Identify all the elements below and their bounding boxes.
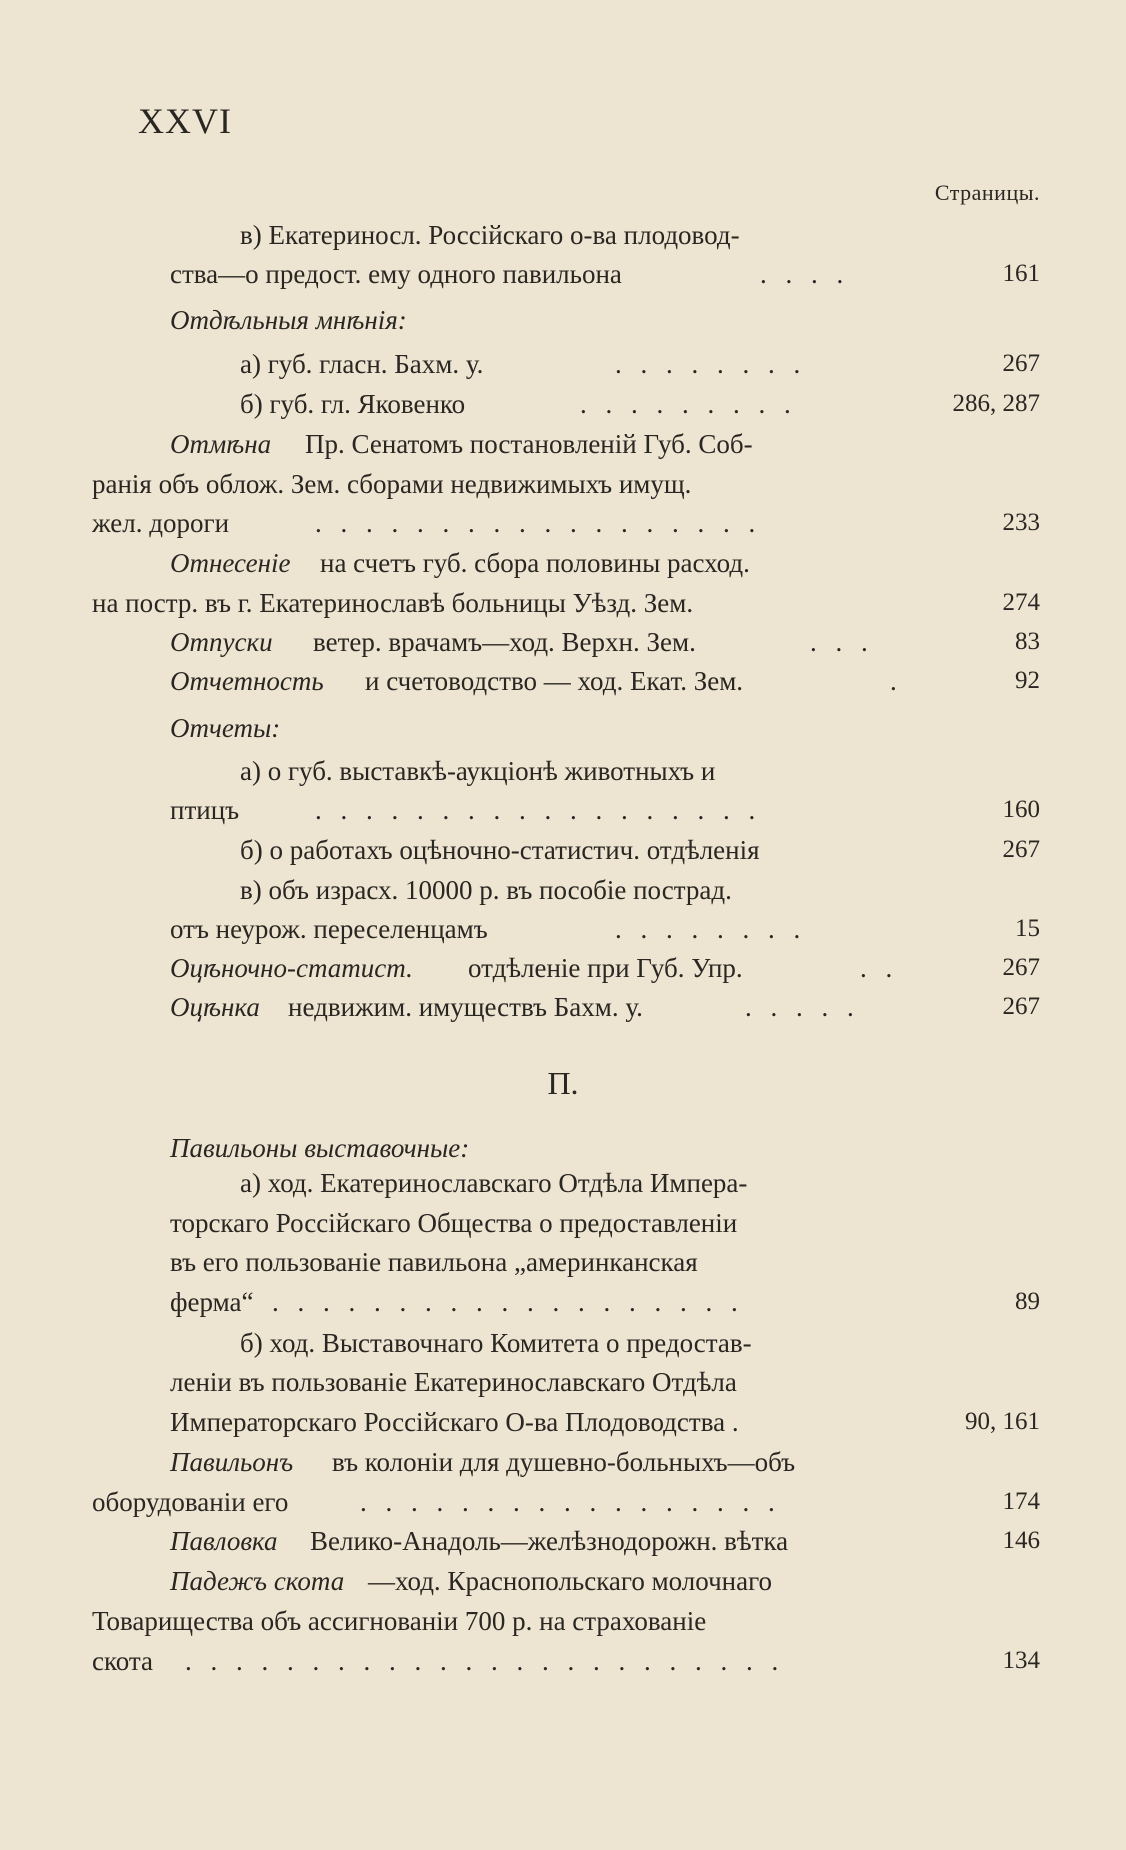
entry-line: въ его пользованіе павильона „америнканская	[170, 1247, 698, 1277]
leader-dots: . . . . . . . . . . . . . . . . . . . . . . . .	[185, 1646, 785, 1676]
entry-line: а) губ. гласн. Бахм. у.	[240, 349, 484, 379]
entry-line: б) ход. Выставочнаго Комитета о предостав-	[240, 1328, 752, 1358]
page-ref: 233	[1002, 509, 1040, 536]
entry-line: отдѣленіе при Губ. Упр.	[468, 953, 743, 983]
entry-line: недвижим. имуществъ Бахм. у.	[288, 992, 643, 1022]
entry-line: ранія объ облож. Зем. сборами недвижимыхъ имущ.	[92, 469, 692, 499]
leader-dots: . . . .	[760, 259, 850, 289]
entry-line: леніи въ пользованіе Екатеринославскаго Отдѣла	[170, 1367, 737, 1397]
entry-line: Пр. Сенатомъ постановленій Губ. Соб-	[305, 429, 753, 459]
leader-dots: . . . . . . . . . . . . . . . . . . .	[272, 1287, 744, 1317]
entry-line: а) о губ. выставкѣ-аукціонѣ животныхъ и	[240, 756, 716, 786]
entry-line: б) губ. гл. Яковенко	[240, 389, 466, 419]
entry-line: в) Екатериносл. Россійскаго о-ва плодовод-	[240, 220, 740, 250]
leader-dots: . .	[860, 953, 899, 983]
page-ref: 83	[1015, 628, 1040, 655]
page-ref: 267	[1002, 954, 1040, 981]
entry-keyword: Отнесеніе	[170, 548, 291, 578]
page-number: XXVI	[138, 101, 232, 141]
entry-keyword: Оцѣнка	[170, 992, 260, 1022]
page-ref: 267	[1002, 993, 1040, 1020]
entry-line: —ход. Краснопольскаго молочнаго	[368, 1566, 772, 1596]
entry-keyword: Отпуски	[170, 627, 273, 657]
page-ref: 146	[1002, 1527, 1040, 1554]
entry-line: ферма“	[170, 1287, 254, 1317]
entry-line: и счетоводство — ход. Екат. Зем.	[365, 666, 744, 696]
section-heading: Отдѣльныя мнѣнія:	[170, 305, 407, 335]
leader-dots: . . . . . . . . .	[580, 389, 797, 419]
entry-line: в) объ израсх. 10000 р. въ пособіе пострад.	[240, 875, 732, 905]
entry-line: птицъ	[170, 795, 240, 825]
page-ref: 89	[1015, 1288, 1040, 1315]
page-ref: 267	[1002, 836, 1040, 863]
entry-line: Императорскаго Россійскаго О-ва Плодоводства .	[170, 1407, 739, 1437]
entry-keyword: Оцѣночно-статист.	[170, 953, 413, 983]
entry-line: на постр. въ г. Екатеринославѣ больницы Уѣзд. Зем.	[92, 588, 694, 618]
entry-line: на счетъ губ. сбора половины расход.	[320, 548, 750, 578]
entry-line: торскаго Россійскаго Общества о предоставленіи	[170, 1208, 738, 1238]
pages-column-header: Страницы.	[934, 180, 1040, 205]
entry-keyword: Падежъ скота	[170, 1566, 345, 1596]
entry-line: Товарищества объ ассигнованіи 700 р. на страхованіе	[92, 1606, 707, 1636]
page-ref: 15	[1015, 915, 1040, 942]
page-ref: 286, 287	[952, 390, 1040, 417]
entry-line: скота	[92, 1646, 153, 1676]
entry-line: отъ неурож. переселенцамъ	[170, 914, 488, 944]
page-ref: 160	[1002, 796, 1040, 823]
page-ref: 174	[1002, 1488, 1040, 1515]
page-ref: 161	[1002, 260, 1040, 287]
entry-keyword: Павловка	[170, 1526, 278, 1556]
page-ref: 134	[1002, 1647, 1040, 1674]
leader-dots: . . . . . . . .	[615, 349, 807, 379]
entry-line: ства—о предост. ему одного павильона	[170, 259, 622, 289]
page-ref: 90, 161	[965, 1408, 1040, 1435]
entry-line: въ колоніи для душевно-больныхъ—объ	[332, 1447, 796, 1477]
leader-dots: . . . . . . . .	[615, 914, 807, 944]
leader-dots: .	[890, 666, 903, 696]
page-ref: 92	[1015, 667, 1040, 694]
leader-dots: . . . . . . . . . . . . . . . . . .	[315, 795, 762, 825]
entry-line: жел. дороги	[92, 508, 230, 538]
entry-keyword: Павильонъ	[170, 1447, 294, 1477]
entry-keyword: Отмѣна	[170, 429, 272, 459]
leader-dots: . . .	[810, 627, 874, 657]
entry-line: Велико-Анадоль—желѣзнодорожн. вѣтка	[310, 1526, 789, 1556]
entry-line: б) о работахъ оцѣночно-статистич. отдѣленія	[240, 835, 760, 865]
leader-dots: . . . . . . . . . . . . . . . . . .	[315, 508, 762, 538]
entry-line: оборудованіи его	[92, 1487, 289, 1517]
entry-keyword: Отчетность	[170, 666, 324, 696]
page-ref: 274	[1002, 589, 1040, 616]
section-heading: Отчеты:	[170, 713, 281, 743]
entry-line: ветер. врачамъ—ход. Верхн. Зем.	[313, 627, 696, 657]
leader-dots: . . . . .	[745, 992, 860, 1022]
section-heading: Павильоны выставочные:	[170, 1133, 470, 1163]
page-ref: 267	[1002, 350, 1040, 377]
leader-dots: . . . . . . . . . . . . . . . . .	[360, 1487, 781, 1517]
entry-line: а) ход. Екатеринославскаго Отдѣла Импера-	[240, 1168, 748, 1198]
section-letter: П.	[547, 1065, 579, 1101]
